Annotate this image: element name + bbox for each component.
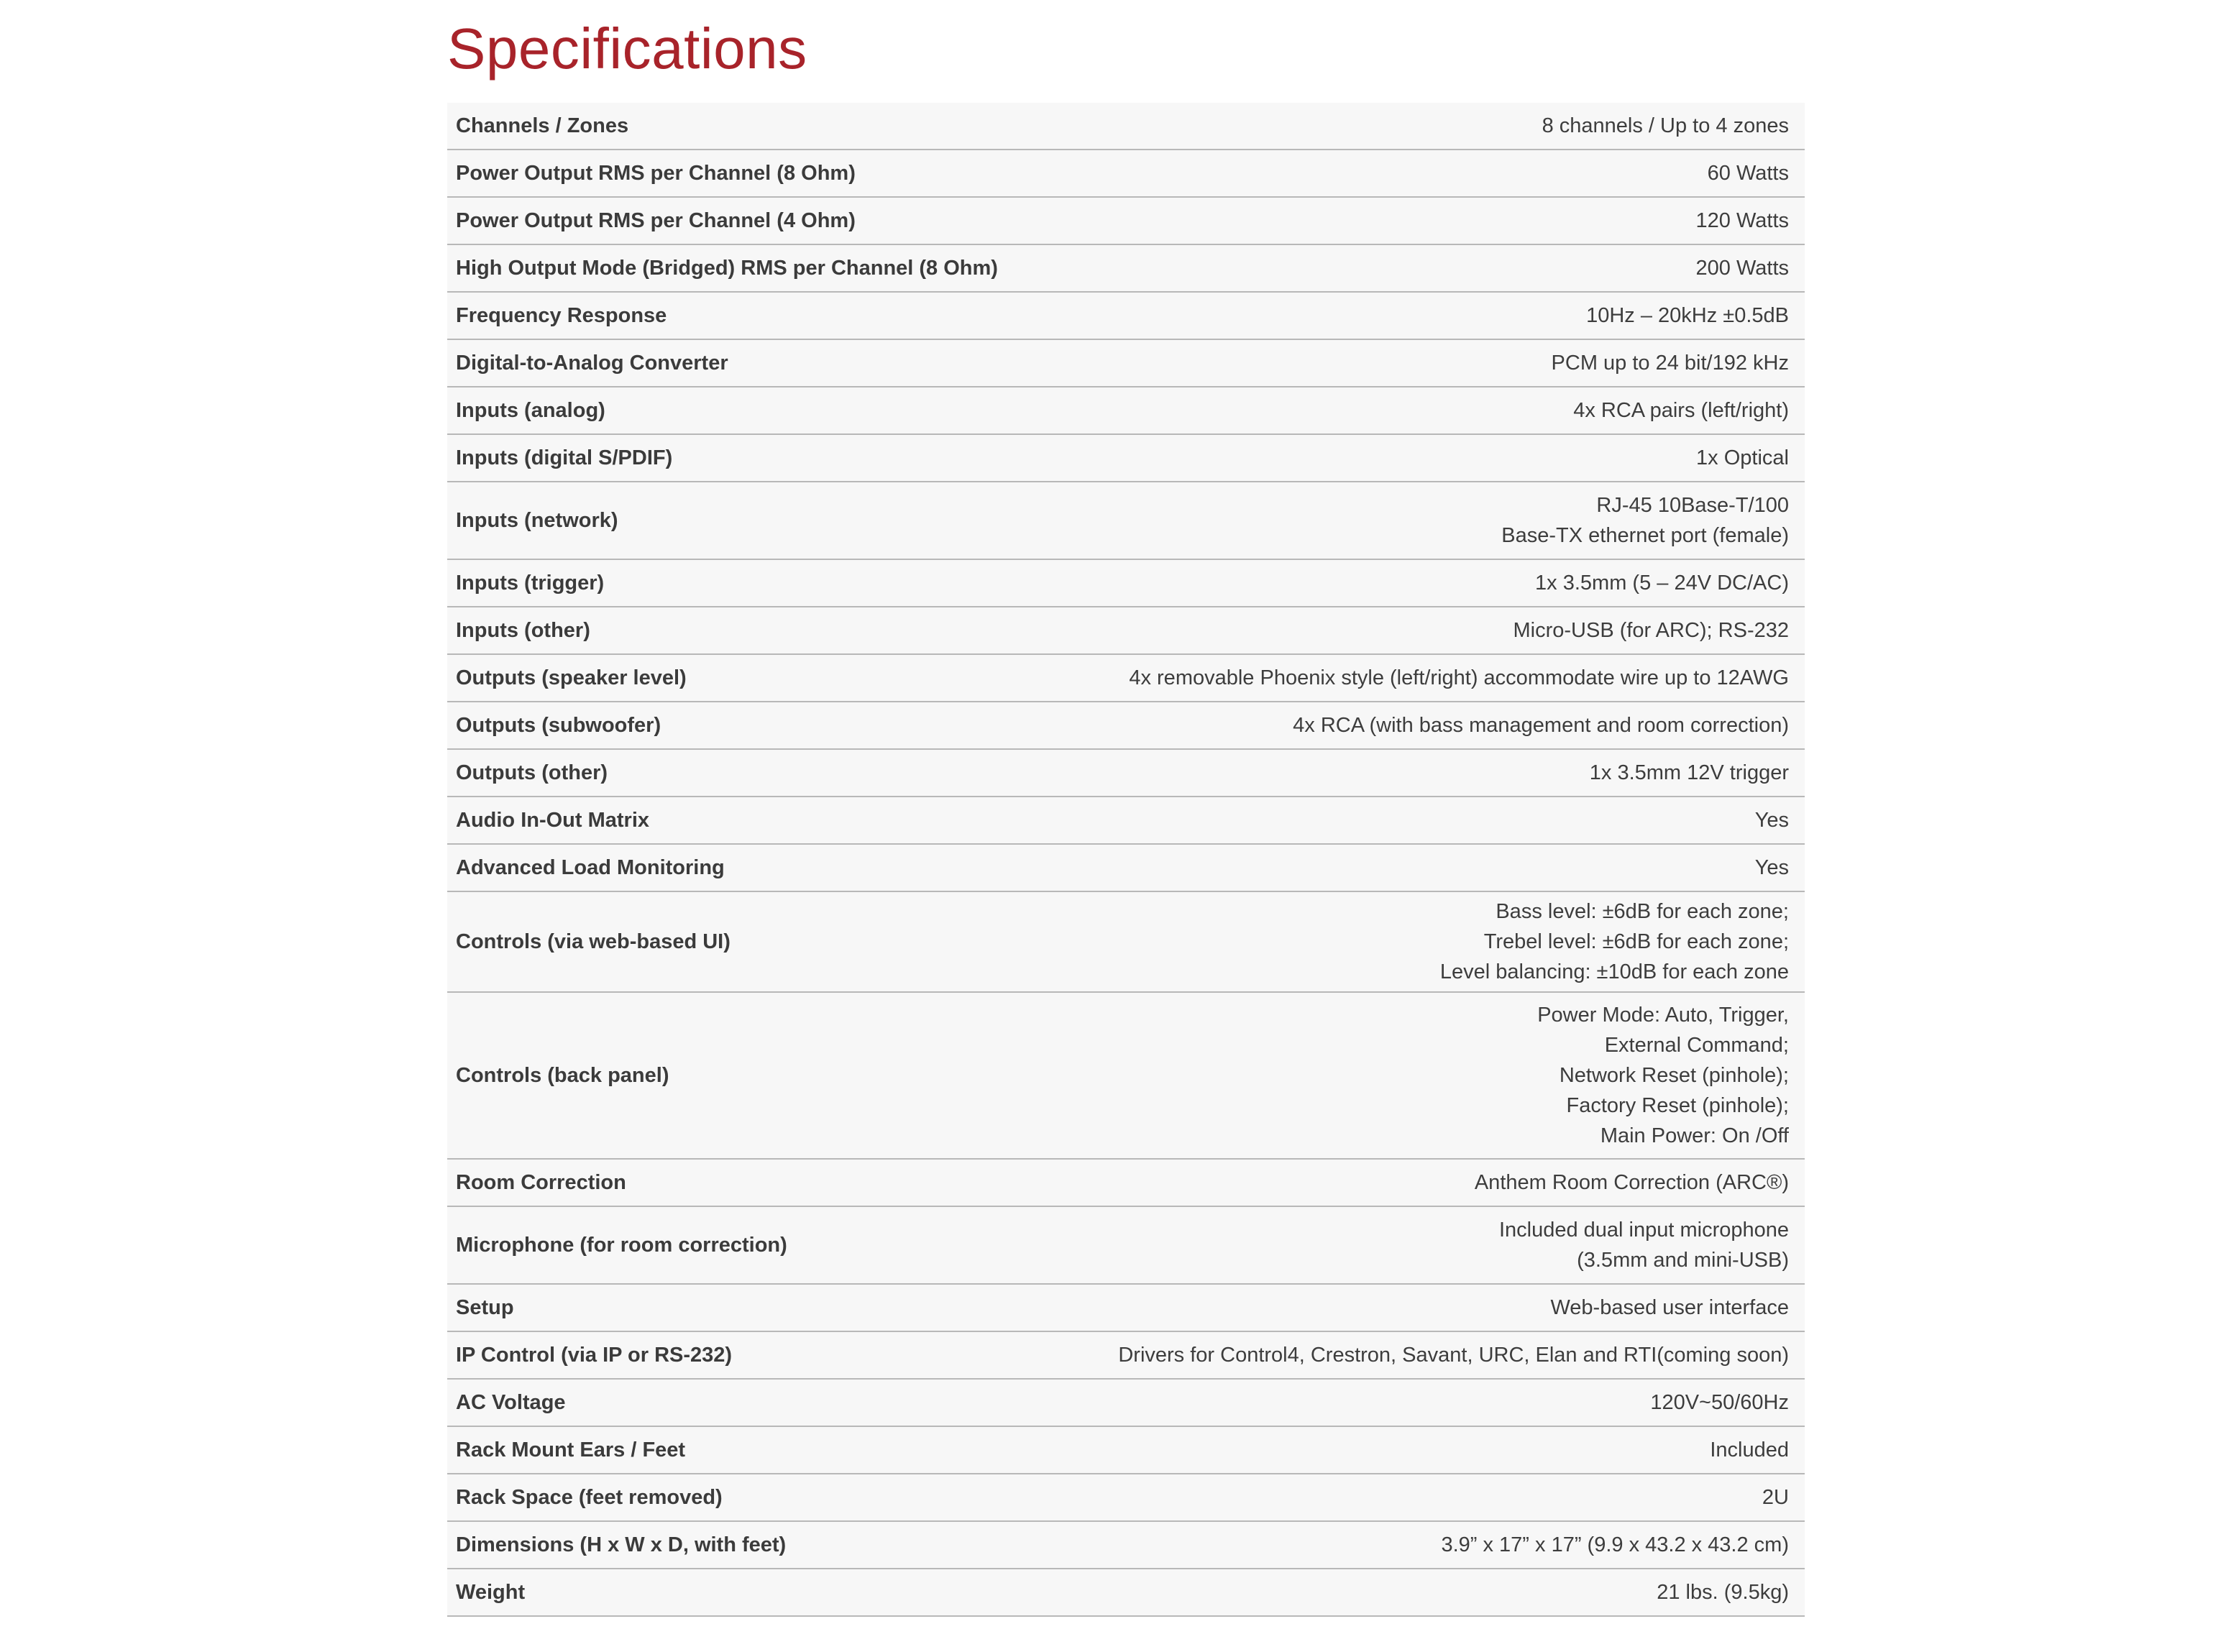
spec-label: Outputs (speaker level) — [447, 654, 1057, 702]
spec-row — [447, 339, 1805, 387]
spec-value: 1x 3.5mm (5 – 24V DC/AC) — [1057, 559, 1805, 607]
spec-row — [447, 749, 1805, 797]
spec-label: Inputs (digital S/PDIF) — [447, 434, 1057, 482]
specifications-table — [447, 103, 1805, 1617]
spec-label: Inputs (other) — [447, 607, 1057, 654]
page-title: Specifications — [447, 17, 807, 81]
spec-label: High Output Mode (Bridged) RMS per Channel (8 Ohm) — [447, 244, 1057, 292]
spec-row — [447, 1474, 1805, 1521]
spec-label: Inputs (trigger) — [447, 559, 1057, 607]
spec-label: Microphone (for room correction) — [447, 1206, 1057, 1284]
spec-value: 8 channels / Up to 4 zones — [1057, 103, 1805, 150]
spec-value: 4x removable Phoenix style (left/right) accommodate wire up to 12AWG — [1057, 654, 1805, 702]
spec-row — [447, 1569, 1805, 1616]
spec-row — [447, 1521, 1805, 1569]
spec-value: 3.9” x 17” x 17” (9.9 x 43.2 x 43.2 cm) — [1057, 1521, 1805, 1569]
spec-row — [447, 103, 1805, 150]
spec-label: Controls (via web-based UI) — [447, 891, 1057, 992]
spec-label: Power Output RMS per Channel (4 Ohm) — [447, 197, 1057, 244]
spec-value: Anthem Room Correction (ARC®) — [1057, 1159, 1805, 1206]
spec-label: Setup — [447, 1284, 1057, 1331]
spec-label: Rack Mount Ears / Feet — [447, 1426, 1057, 1474]
spec-row — [447, 607, 1805, 654]
spec-value: Bass level: ±6dB for each zone; Trebel level: ±6dB for each zone; Level balancing: ±10dB for each zone — [1057, 891, 1805, 992]
spec-row — [447, 1159, 1805, 1206]
spec-row — [447, 197, 1805, 244]
spec-label: Inputs (analog) — [447, 387, 1057, 434]
spec-label: Room Correction — [447, 1159, 1057, 1206]
spec-row — [447, 844, 1805, 891]
spec-row — [447, 1426, 1805, 1474]
spec-label: Outputs (other) — [447, 749, 1057, 797]
spec-value: Yes — [1057, 844, 1805, 891]
spec-value: 21 lbs. (9.5kg) — [1057, 1569, 1805, 1616]
spec-row — [447, 1331, 1805, 1379]
spec-value: 10Hz – 20kHz ±0.5dB — [1057, 292, 1805, 339]
spec-value: Included — [1057, 1426, 1805, 1474]
spec-value: Micro-USB (for ARC); RS-232 — [1057, 607, 1805, 654]
spec-label: IP Control (via IP or RS-232) — [447, 1331, 1057, 1379]
spec-value: 4x RCA (with bass management and room correction) — [1057, 702, 1805, 749]
spec-value: PCM up to 24 bit/192 kHz — [1057, 339, 1805, 387]
spec-row — [447, 434, 1805, 482]
spec-value: 120V~50/60Hz — [1057, 1379, 1805, 1426]
spec-label: Rack Space (feet removed) — [447, 1474, 1057, 1521]
spec-label: Weight — [447, 1569, 1057, 1616]
spec-row — [447, 702, 1805, 749]
spec-row — [447, 559, 1805, 607]
spec-value: 120 Watts — [1057, 197, 1805, 244]
spec-label: Advanced Load Monitoring — [447, 844, 1057, 891]
spec-row — [447, 244, 1805, 292]
spec-value: 60 Watts — [1057, 150, 1805, 197]
spec-value: Yes — [1057, 797, 1805, 844]
spec-label: Outputs (subwoofer) — [447, 702, 1057, 749]
spec-row — [447, 654, 1805, 702]
spec-label: Audio In-Out Matrix — [447, 797, 1057, 844]
spec-row — [447, 1206, 1805, 1284]
spec-value: RJ-45 10Base-T/100 Base-TX ethernet port (female) — [1057, 482, 1805, 559]
spec-row — [447, 1284, 1805, 1331]
spec-label: Power Output RMS per Channel (8 Ohm) — [447, 150, 1057, 197]
spec-row — [447, 891, 1805, 992]
spec-label: Controls (back panel) — [447, 992, 1057, 1159]
spec-value: Included dual input microphone (3.5mm and mini-USB) — [1057, 1206, 1805, 1284]
spec-row — [447, 387, 1805, 434]
spec-value: 1x Optical — [1057, 434, 1805, 482]
spec-label: Digital-to-Analog Converter — [447, 339, 1057, 387]
spec-label: Inputs (network) — [447, 482, 1057, 559]
spec-value: 200 Watts — [1057, 244, 1805, 292]
spec-row — [447, 482, 1805, 559]
spec-row — [447, 150, 1805, 197]
spec-row — [447, 292, 1805, 339]
spec-value: 1x 3.5mm 12V trigger — [1057, 749, 1805, 797]
spec-label: Dimensions (H x W x D, with feet) — [447, 1521, 1057, 1569]
spec-row — [447, 797, 1805, 844]
spec-label: Frequency Response — [447, 292, 1057, 339]
spec-label: AC Voltage — [447, 1379, 1057, 1426]
spec-value: Web-based user interface — [1057, 1284, 1805, 1331]
spec-row — [447, 992, 1805, 1159]
spec-value: 2U — [1057, 1474, 1805, 1521]
spec-label: Channels / Zones — [447, 103, 1057, 150]
spec-value: Drivers for Control4, Crestron, Savant, URC, Elan and RTI(coming soon) — [1057, 1331, 1805, 1379]
spec-value: 4x RCA pairs (left/right) — [1057, 387, 1805, 434]
spec-row — [447, 1379, 1805, 1426]
spec-value: Power Mode: Auto, Trigger, External Command; Network Reset (pinhole); Factory Reset (pinhole); Main Power: On /Off — [1057, 992, 1805, 1159]
